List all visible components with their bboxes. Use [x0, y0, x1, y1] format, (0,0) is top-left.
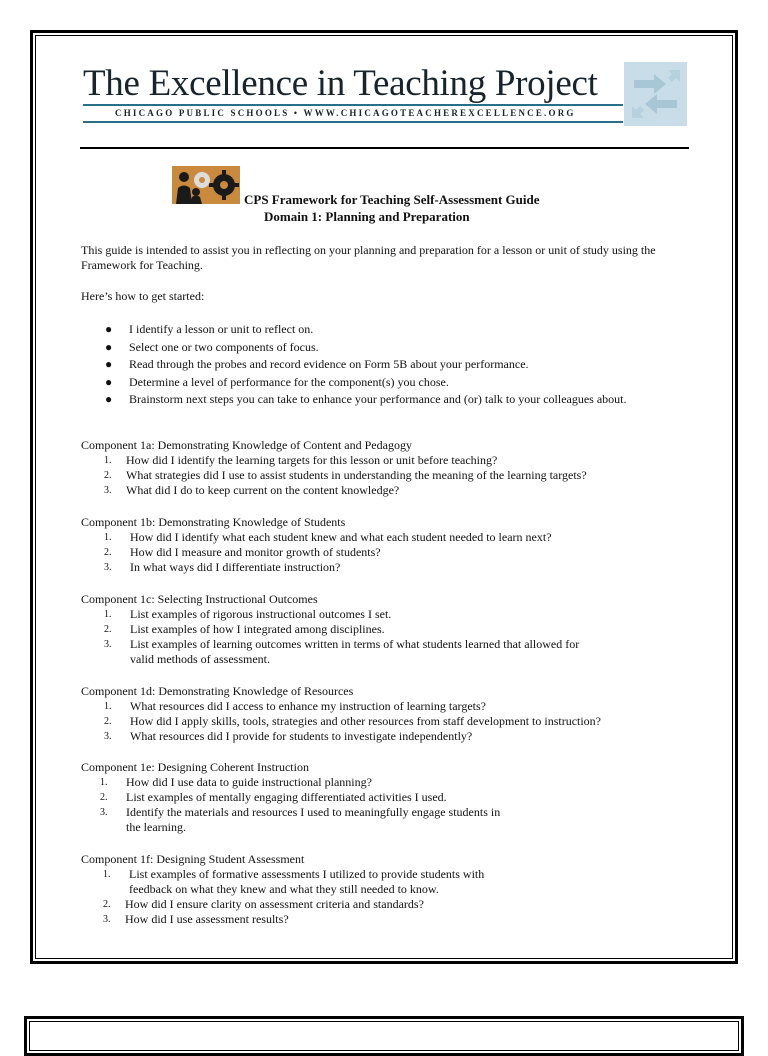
- banner-rule: [83, 121, 623, 123]
- banner-title: The Excellence in Teaching Project: [83, 63, 598, 104]
- list-item: 2. How did I apply skills, tools, strategies and other resources from staff development to instruction?: [104, 714, 602, 728]
- list-item: 3. How did I use assessment results?: [103, 912, 289, 926]
- bullet-icon: ●: [105, 392, 113, 406]
- component-1d: [81, 684, 696, 744]
- banner-subtitle: CHICAGO PUBLIC SCHOOLS • WWW.CHICAGOTEACHEREXCELLENCE.ORG: [115, 108, 576, 118]
- list-item: ● Determine a level of performance for the component(s) you chose.: [105, 374, 449, 389]
- component-heading: Component 1b: Demonstrating Knowledge of Students: [81, 515, 346, 529]
- list-item: 2. How did I measure and monitor growth of students?: [104, 545, 381, 559]
- intro-paragraph: This guide is intended to assist you in reflecting on your planning and preparation for a lesson or unit of study using the Framework for Teaching.: [81, 243, 656, 272]
- guide-title: CPS Framework for Teaching Self-Assessment Guide: [244, 192, 540, 207]
- component-heading: Component 1e: Designing Coherent Instruction: [81, 760, 309, 774]
- banner-rule: [83, 104, 623, 106]
- list-item: 1. List examples of formative assessments I utilized to provide students with feedback on what they knew and what they still needed to know.: [103, 867, 485, 896]
- list-item: 1. What resources did I access to enhance my instruction of learning targets?: [104, 699, 486, 713]
- list-item: ● I identify a lesson or unit to reflect on.: [105, 322, 314, 336]
- arrows-logo-icon: [624, 62, 687, 126]
- component-1a: [81, 438, 696, 498]
- list-item: 3. Identify the materials and resources I used to meaningfully engage students in the learning.: [100, 805, 501, 834]
- list-item: 3. What did I do to keep current on the content knowledge?: [104, 483, 400, 497]
- list-item: 2. What strategies did I use to assist students in understanding the meaning of the learning targets?: [104, 468, 587, 482]
- list-item: 1. How did I use data to guide instructional planning?: [100, 775, 372, 789]
- next-page-border-inner: [29, 1021, 739, 1051]
- component-1e: [81, 760, 696, 835]
- bullet-icon: ●: [105, 357, 113, 371]
- component-heading: Component 1a: Demonstrating Knowledge of Content and Pedagogy: [81, 438, 412, 452]
- list-item: 2. List examples of mentally engaging differentiated activities I used.: [100, 790, 447, 804]
- bullet-icon: ●: [105, 339, 113, 354]
- gears-people-icon: [172, 166, 240, 204]
- list-item: 1. How did I identify the learning targets for this lesson or unit before teaching?: [104, 453, 498, 467]
- list-item: 1. List examples of rigorous instructional outcomes I set.: [104, 607, 392, 621]
- list-item: 1. How did I identify what each student knew and what each student needed to learn next?: [104, 530, 552, 544]
- list-item: 2. How did I ensure clarity on assessment criteria and standards?: [103, 897, 424, 911]
- get-started-text: Here’s how to get started:: [81, 289, 205, 303]
- steps-list: [103, 322, 693, 410]
- list-item: 3. In what ways did I differentiate instruction?: [104, 560, 341, 574]
- component-1b: [81, 515, 696, 575]
- list-item: ● Select one or two components of focus.: [105, 339, 319, 354]
- guide-domain-title: Domain 1: Planning and Preparation: [264, 209, 470, 224]
- list-item: ● Read through the probes and record evidence on Form 5B about your performance.: [105, 357, 529, 371]
- component-heading: Component 1f: Designing Student Assessment: [81, 852, 305, 866]
- header-banner: [83, 62, 687, 128]
- component-heading: Component 1d: Demonstrating Knowledge of Resources: [81, 684, 354, 698]
- list-item: ● Brainstorm next steps you can take to enhance your performance and (or) talk to your colleagues about.: [105, 392, 627, 406]
- header-divider: [80, 147, 689, 149]
- component-1c: [81, 592, 696, 667]
- list-item: 3. List examples of learning outcomes written in terms of what students learned that allowed for valid methods of assessment.: [104, 637, 580, 666]
- bullet-icon: ●: [105, 322, 113, 336]
- bullet-icon: ●: [105, 374, 113, 389]
- list-item: 2. List examples of how I integrated among disciplines.: [104, 622, 385, 636]
- list-item: 3. What resources did I provide for students to investigate independently?: [104, 729, 473, 743]
- component-1f: [81, 852, 696, 927]
- component-heading: Component 1c: Selecting Instructional Outcomes: [81, 592, 318, 606]
